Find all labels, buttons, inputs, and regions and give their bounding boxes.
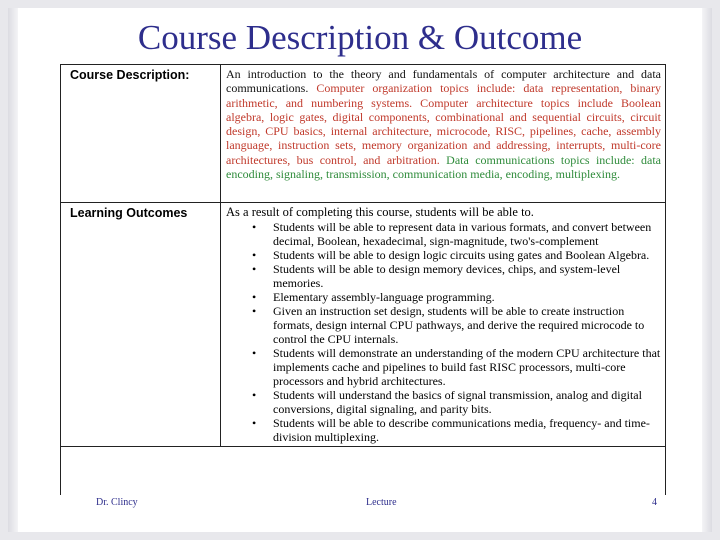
outcome-item	[252, 262, 661, 290]
outcome-text: Students will understand the basics of signal transmission, analog and digital conversions, digital signaling, and parity bits.	[273, 388, 642, 416]
bullet-icon: •	[252, 248, 257, 262]
course-description-cell	[221, 65, 666, 203]
outcome-item	[252, 290, 661, 304]
bullet-icon: •	[252, 262, 257, 276]
outcome-item	[252, 388, 661, 416]
bullet-icon: •	[252, 304, 257, 318]
outcome-item	[252, 304, 661, 346]
bullet-icon: •	[252, 388, 257, 402]
learning-outcomes-intro: As a result of completing this course, students will be able to.	[226, 205, 534, 219]
outcome-text: Students will be able to design memory devices, chips, and system-level memories.	[273, 262, 621, 290]
learning-outcomes-row	[61, 203, 665, 447]
footer-page-number: 4	[652, 497, 657, 508]
outcome-item	[252, 346, 661, 388]
learning-outcomes-label: Learning Outcomes	[61, 203, 221, 447]
outcome-item	[252, 416, 661, 444]
bullet-icon: •	[252, 220, 257, 234]
outcome-text: Given an instruction set design, students will be able to create instruction formats, design internal CPU pathways, and derive the required microcode to control the CPU internals.	[273, 304, 645, 346]
description-architecture-text: Computer organization topics include: data representation, binary arithmetic, and numbering systems. Computer architecture topics include Boolean algebra, logic gates, digital components, combinational and sequential circuits, circuit design, CPU basics, internal architecture, microcode, RISC, pipelines, cache, assembly language, instruction sets, memory organization and addressing, interrupts, multi-core architectures, bus control, and arbitration.	[226, 81, 661, 167]
slide-title: Course Description & Outcome	[137, 18, 583, 57]
outcome-text: Elementary assembly-language programming.	[273, 290, 495, 304]
footer-lecture: Lecture	[366, 497, 397, 508]
course-description-row	[61, 65, 665, 203]
outcome-item	[252, 220, 661, 248]
course-table-image	[60, 64, 666, 495]
course-description-text	[226, 67, 661, 181]
description-intro-text: An introduction to the theory and fundamentals of computer architecture and data communications.	[226, 67, 661, 96]
outcome-item	[252, 248, 661, 262]
outcome-text: Students will be able to represent data in various formats, and convert between decimal, Boolean, hexadecimal, sign-magnitude, two's-complement	[273, 220, 652, 248]
course-description-label: Course Description:	[61, 65, 221, 203]
bullet-icon: •	[252, 346, 257, 360]
outcome-text: Students will demonstrate an understanding of the modern CPU architecture that implements cache and pipelines to build fast RISC processors, multi-core processors and hybrid architectures.	[273, 346, 661, 388]
description-datacomm-text: Data communications topics include: data encoding, signaling, transmission, communication media, encoding, multiplexing.	[226, 152, 661, 182]
outcome-text: Students will be able to describe communications media, frequency- and time-division multiplexing.	[273, 416, 650, 444]
bullet-icon: •	[252, 290, 257, 304]
outcome-text: Students will be able to design logic circuits using gates and Boolean Algebra.	[273, 248, 650, 262]
bullet-icon: •	[252, 416, 257, 430]
footer-author: Dr. Clincy	[96, 497, 138, 508]
learning-outcomes-cell	[221, 203, 666, 447]
learning-outcomes-list	[226, 220, 661, 444]
course-table	[61, 65, 665, 447]
